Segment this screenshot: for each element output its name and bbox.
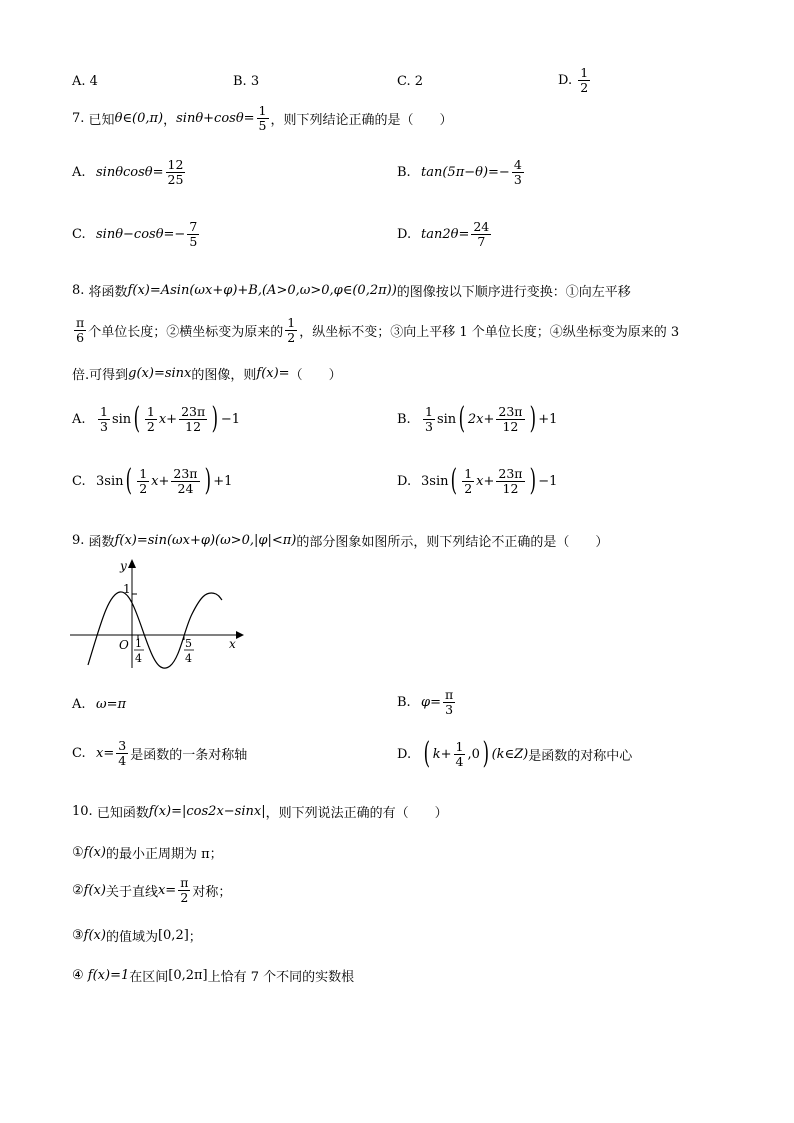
q9-sine-graph xyxy=(66,556,246,671)
y-one-label: 1 xyxy=(123,582,131,596)
tick-5-4-den: 4 xyxy=(185,652,192,665)
q6-option-c: C. 2 xyxy=(397,74,424,89)
sine-curve xyxy=(88,592,222,668)
q8-line-2: $\frac{\pi}{6}$ 个单位长度；②横坐标变为原来的 $\frac{1}{2}$ ，纵坐标不变；③向上平移 1 个单位长度；④纵坐标变为原来的 3 xyxy=(76,315,680,345)
q9-option-d: D. ( k+ $\frac{1}{4}$ ,0 ) (k∈Z) 是函数的对称中心 xyxy=(397,736,633,771)
tick-5-4-num: 5 xyxy=(185,637,192,650)
y-axis-arrow xyxy=(128,559,136,568)
q7-option-d: D. tan2θ= $\frac{24}{7}$ xyxy=(397,219,490,249)
q7-option-a: A. sinθcosθ= $\frac{12}{25}$ xyxy=(72,157,184,187)
q9-option-a: A. ω=π xyxy=(72,697,127,712)
tick-1-4-num: 1 xyxy=(135,637,142,650)
x-label: x xyxy=(229,637,236,651)
q8-line-3: 倍.可得到 g(x)=sinx 的图像，则 f(x)= （ ） xyxy=(72,366,342,383)
q7-stem: 7. 已知 θ∈(0,π) ， sinθ+cosθ= $\frac{1}{5}$ ，则下列结论正确的是（ ） xyxy=(72,103,453,133)
q7-option-b: B. tan(5π−θ)=− $\frac{4}{3}$ xyxy=(397,157,522,187)
x-axis-arrow xyxy=(236,631,244,639)
q10-item-1: ① f(x) 的最小正周期为 π； xyxy=(72,845,223,862)
q8-line-1: 8. 将函数 f(x)=Asin(ωx+φ)+B,(A>0,ω>0,φ∈(0,2π)) 的图像按以下顺序进行变换：①向左平移 xyxy=(72,283,631,300)
q10-item-3: ③ f(x) 的值域为 [0,2] ； xyxy=(72,928,202,945)
y-label: y xyxy=(120,559,127,573)
q9-option-b: B. φ= $\frac{\pi}{3}$ xyxy=(397,687,454,717)
q8-option-d: D. 3sin ( $\frac{1}{2}$ x+ $\frac{23\pi}{12}$ ) −1 xyxy=(397,463,558,498)
q6-option-d: D. $\frac{1}{2}$ xyxy=(558,65,589,95)
q6-option-b: B. 3 xyxy=(233,74,260,89)
q9-stem: 9. 函数 f(x)=sin(ωx+φ)(ω>0,|φ|<π) 的部分图象如图所示，则下列结论不正确的是（ ） xyxy=(72,533,609,550)
q8-option-a: A. $\frac{1}{3}$ sin ( $\frac{1}{2}$ x+ $\frac{23\pi}{12}$ ) −1 xyxy=(72,401,241,436)
q10-item-4: ④ f(x)=1 在区间 [0,2π] 上恰有 7 个不同的实数根 xyxy=(72,968,355,985)
q10-item-2: ② f(x) 关于直线 x= $\frac{\pi}{2}$ 对称； xyxy=(72,875,232,905)
q8-option-b: B. $\frac{1}{3}$ sin ( 2x+ $\frac{23\pi}{12}$ ) +1 xyxy=(397,401,558,436)
q7-option-c: C. sinθ−cosθ=− $\frac{7}{5}$ xyxy=(72,219,198,249)
origin-label: O xyxy=(119,638,129,652)
q6-option-a: A. 4 xyxy=(72,74,98,89)
tick-1-4-den: 4 xyxy=(135,652,142,665)
q8-option-c: C. 3sin ( $\frac{1}{2}$ x+ $\frac{23\pi}{24}$ ) +1 xyxy=(72,463,233,498)
q10-stem: 10. 已知函数 f(x)=|cos2x−sinx| ，则下列说法正确的有（ ） xyxy=(72,804,448,821)
q9-option-c: C. x= $\frac{3}{4}$ 是函数的一条对称轴 xyxy=(72,738,248,768)
